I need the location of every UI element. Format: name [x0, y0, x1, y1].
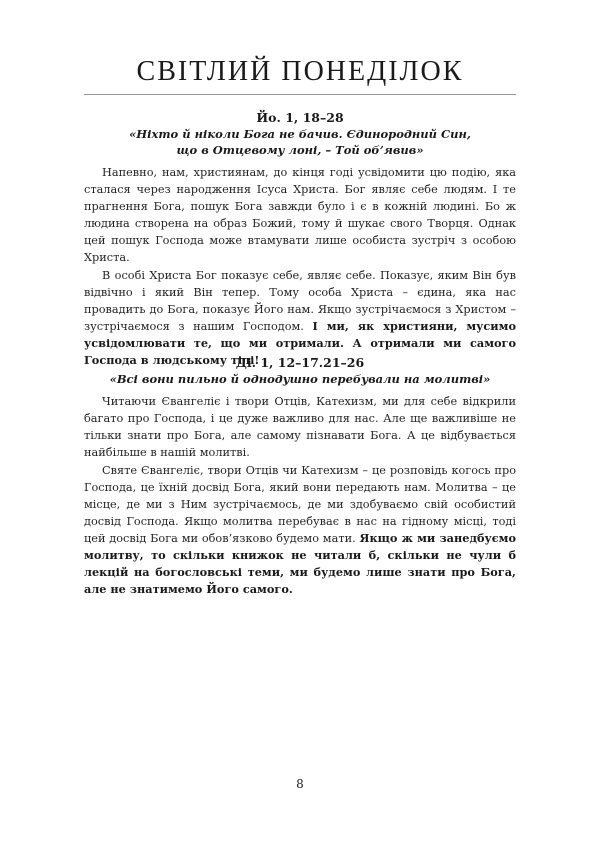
- paragraph-text: Напевно, нам, християнам, до кінця годі усвідомити цю подію, яка сталася через народження Ісуса Христа. Бог являє себе людям. І те прагнення Бога, пошук Бога завжди було і є в кожній людині. Бо ж людина створена на образ Божий, тому й шукає свого Творця. Однак цей пошук Господа може втамувати лише особиста зустріч з особою Христа.: [84, 166, 516, 264]
- paragraph-text: В особі Христа Бог показує себе, являє себе. Показує, яким Він був відвічно і який Він тепер. Тому особа Христа – єдина, яка нас провадить до Бога, показує Його нам. Якщо зустрічаємося з Христом – зустрічаємося з нашим Господом.: [84, 269, 516, 333]
- paragraph-emphasis: Якщо ж ми занедбуємо молитву, то скільки книжок не читали б, скільки не чули б лекцій на богословські теми, ми будемо лише знати про Бога, але не знатимемо Його самого.: [84, 531, 516, 596]
- body-paragraph: [84, 267, 516, 369]
- scripture-reference: Йо. 1, 18–28: [256, 110, 344, 125]
- reading-section-1: [84, 110, 516, 370]
- scripture-reference: Ді. 1, 12–17.21–26: [235, 355, 365, 370]
- scripture-quote-line: «Ніхто й ніколи Бога не бачив. Єдинородний Син,: [129, 127, 471, 141]
- scripture-quote: [84, 126, 516, 158]
- paragraph-text: Читаючи Євангеліє і твори Отців, Катехизм, ми для себе відкрили багато про Господа, і це дуже важливо для нас. Але ще важливіше не тільки знати про Бога, але самому пізнавати Бога. А це відбувається найбільше в нашій молитві.: [84, 395, 516, 459]
- scripture-quote: [84, 371, 516, 387]
- paragraph-emphasis: І ми, як християни, мусимо усвідомлювати те, що ми отримали. А отримали ми самого Господа в людському тілі!: [84, 319, 516, 367]
- scripture-quote-line: що в Отцевому лоні, – Той об’явив»: [176, 143, 424, 157]
- scripture-quote-line: «Всі вони пильно й однодушно перебували на молитві»: [109, 372, 491, 386]
- reading-section-2: [84, 355, 516, 599]
- page-title: СВІТЛИЙ ПОНЕДІЛОК: [136, 56, 464, 87]
- body-paragraph: [84, 462, 516, 598]
- body-paragraph: [84, 164, 516, 266]
- page-number: 8: [296, 777, 304, 791]
- paragraph-text: Святе Євангеліє, твори Отців чи Катехизм – це розповідь когось про Господа, це їхній досвід Бога, який вони передають нам. Молитва – це місце, де ми з Ним зустрічаємось, де ми здобуваємо свій особистий досвід Господа. Якщо молитва перебуває в нас на гідному місці, тоді цей досвід Бога ми обов’язково будемо мати.: [84, 464, 516, 545]
- title-divider: [84, 94, 516, 95]
- body-paragraph: [84, 393, 516, 461]
